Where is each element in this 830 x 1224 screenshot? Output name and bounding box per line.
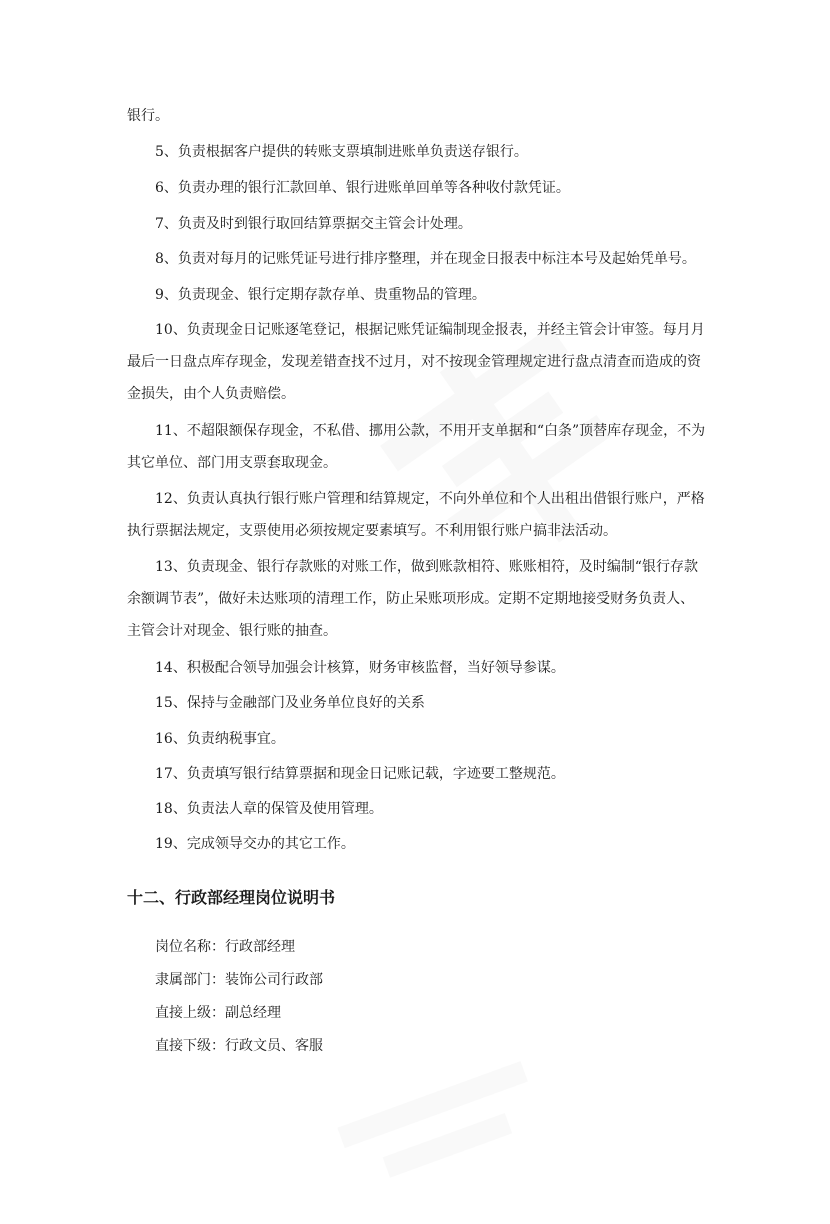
duty-item-7: 7、负责及时到银行取回结算票据交主管会计处理。: [155, 216, 472, 232]
duty-item-17: 17、负责填写银行结算票据和现金日记账记载，字迹要工整规范。: [155, 766, 565, 782]
info-position: 岗位名称：行政部经理: [155, 939, 295, 955]
info-department: 隶属部门：装饰公司行政部: [155, 972, 323, 988]
duty-item-12: 12、负责认真执行银行账户管理和结算规定，不向外单位和个人出租出借银行账户，严格执行票据法规定，支票使用必须按规定要素填写。不利用银行账户搞非法活动。: [127, 491, 705, 539]
section-title: 十二、行政部经理岗位说明书: [127, 888, 336, 907]
duty-item-19: 19、完成领导交办的其它工作。: [155, 836, 355, 852]
duty-item-8: 8、负责对每月的记账凭证号进行排序整理，并在现金日报表中标注本号及起始凭单号。: [155, 251, 696, 267]
duty-item-14: 14、积极配合领导加强会计核算，财务审核监督，当好领导参谋。: [155, 660, 565, 676]
duty-item-11: 11、不超限额保存现金，不私借、挪用公款，不用开支单据和“白条”顶替库存现金，不为其它单位、部门用支票套取现金。: [127, 423, 706, 471]
duty-item-13: 13、负责现金、银行存款账的对账工作，做到账款相符、账账相符，及时编制“银行存款余额调节表”，做好未达账项的清理工作，防止呆账项形成。定期不定期地接受财务负责人、主管会计对现金、银行账的抽查。: [127, 559, 698, 639]
duty-item-15: 15、保持与金融部门及业务单位良好的关系: [155, 695, 425, 711]
duty-item-5: 5、负责根据客户提供的转账支票填制进账单负责送存银行。: [155, 144, 528, 160]
continuation-text: 银行。: [127, 108, 169, 124]
watermark-logo-lower-icon: [314, 1026, 565, 1223]
duty-item-18: 18、负责法人章的保管及使用管理。: [155, 801, 383, 817]
info-subordinate: 直接下级：行政文员、客服: [155, 1038, 323, 1054]
duty-item-6: 6、负责办理的银行汇款回单、银行进账单回单等各种收付款凭证。: [155, 180, 570, 196]
duty-item-9: 9、负责现金、银行定期存款存单、贵重物品的管理。: [155, 287, 486, 303]
duty-item-10: 10、负责现金日记账逐笔登记，根据记账凭证编制现金报表，并经主管会计审签。每月月最后一日盘点库存现金，发现差错查找不过月，对不按现金管理规定进行盘点清查而造成的资金损失，由个人负责赔偿。: [127, 322, 705, 402]
info-superior: 直接上级：副总经理: [155, 1005, 281, 1021]
duty-item-16: 16、负责纳税事宜。: [155, 731, 285, 747]
